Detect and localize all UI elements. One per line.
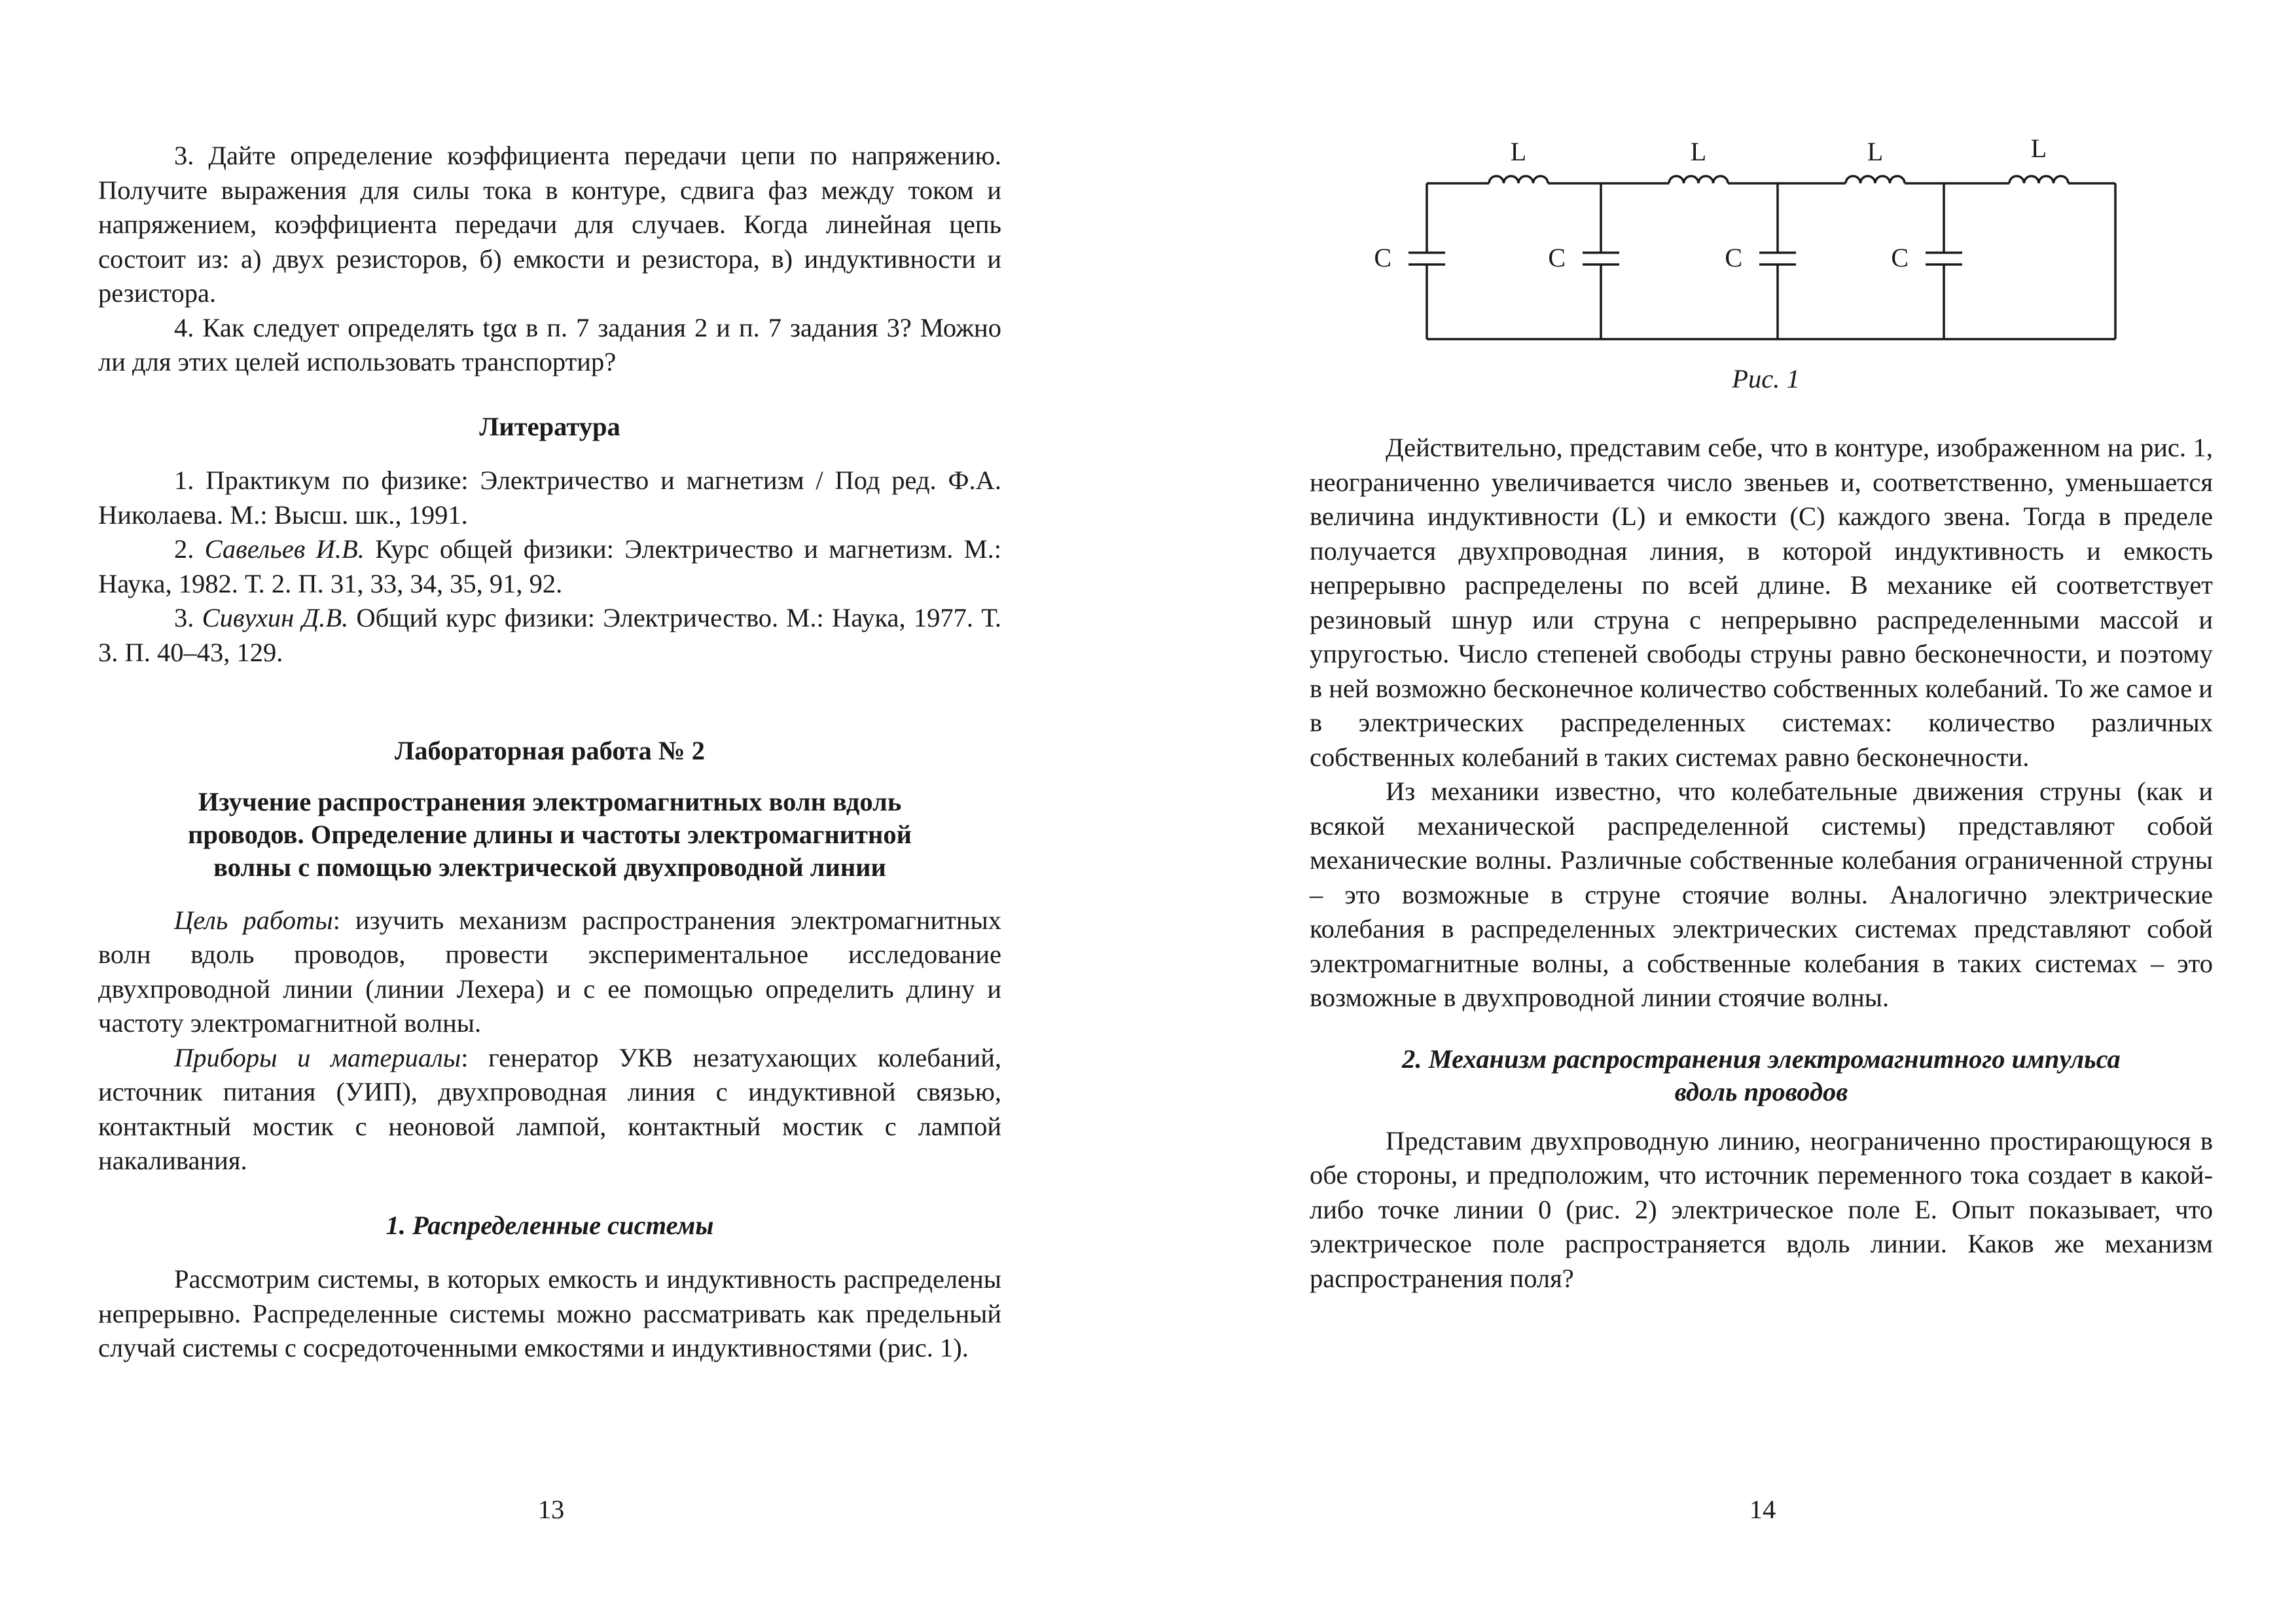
- section-2-title-line-1: 2. Механизм распространения электромагнитного импульса: [1402, 1044, 2121, 1074]
- devices-paragraph: [98, 1041, 1001, 1178]
- capacitor-label-4: C: [1891, 243, 1909, 272]
- literature-heading: Литература: [479, 411, 620, 441]
- paragraph-2: Из механики известно, что колебательные движения струны (как и всякой механической распределенной системы) представляют собой механические волны. Различные собственные колебания ограниченной струны – это возможные в струне стоячие волны. Аналогично электрические колебания в распределенных электрических системах представляют собой электромагнитные волны, а собственные колебания в таких системах – это возможные в двухпроводной линии стоячие волны.: [1310, 776, 2213, 1012]
- capacitor-label-2: C: [1548, 243, 1566, 272]
- inductor-3: [1846, 176, 1905, 183]
- capacitor-4: [1926, 183, 1962, 339]
- reference-1-text: 1. Практикум по физике: Электричество и магнетизм / Под ред. Ф.А. Николаева. М.: Высш. шк., 1991.: [98, 465, 1001, 530]
- inductor-label-1: L: [1510, 137, 1527, 166]
- question-3: 3. Дайте определение коэффициента передачи цепи по напряжению. Получите выражения для силы тока в контуре, сдвига фаз между током и напряжением, коэффициента передачи для случаев. Когда линейная цепь состоит из: а) двух резисторов, б) емкости и резистора, в) индуктивности и резистора.: [98, 141, 1001, 308]
- reference-1: [98, 464, 1001, 532]
- section-1-title: 1. Распределенные системы: [386, 1210, 714, 1240]
- reference-2-author: Савельев И.В.: [204, 534, 365, 564]
- inductor-label-3: L: [1867, 137, 1884, 166]
- capacitor-label-3: C: [1725, 243, 1742, 272]
- reference-3-author: Сивухин Д.В.: [202, 603, 349, 632]
- reference-3-number: 3.: [174, 603, 202, 632]
- reference-2-number: 2.: [174, 534, 205, 564]
- lc-ladder-circuit-diagram: [1374, 124, 2140, 354]
- inductor-label-4: L: [2030, 134, 2047, 163]
- reference-2: [98, 532, 1001, 601]
- devices-label: Приборы и материалы: [174, 1042, 461, 1072]
- paragraph-1: Действительно, представим себе, что в контуре, изображенном на рис. 1, неограниченно увеличивается число звеньев и, соответственно, уменьшается величина индуктивности (L) и емкости (C) каждого звена. Тогда в пределе получается двухпроводная линия, в которой индуктивность и емкость непрерывно распределены по всей длине. В механике ей соответствует резиновый шнур или струна с непрерывно распределенными массой и упругостью. Число степеней свободы струны равно бесконечности, и поэтому в ней возможно бесконечное количество собственных колебаний. То же самое и в электрических распределенных системах: количество различных собственных колебаний в таких системах равно бесконечности.: [1310, 433, 2213, 772]
- inductor-1: [1489, 176, 1548, 183]
- section-1-text: Рассмотрим системы, в которых емкость и индуктивность распределены непрерывно. Распределенные системы можно рассматривать как предельный случай системы с сосредоточенными емкостями и индуктивностями (рис. 1).: [98, 1264, 1001, 1362]
- devices-text: : генератор УКВ незатухающих колебаний, источник питания (УИП), двухпроводная линия с индуктивной связью, контактный мостик с неоновой лампой, контактный мостик с лампой накаливания.: [98, 1042, 1002, 1175]
- left-column: [98, 139, 1001, 1366]
- inductor-label-2: L: [1690, 137, 1707, 166]
- page-number-left: 13: [537, 1495, 565, 1524]
- capacitor-label-1: C: [1374, 243, 1391, 272]
- question-4: 4. Как следует определять tgα в п. 7 задания 2 и п. 7 задания 3? Можно ли для этих целей использовать транспортир?: [98, 312, 1001, 376]
- lab-subtitle: Изучение распространения электромагнитных волн вдоль проводов. Определение длины и частоты электромагнитной волны с помощью электрической двухпроводной линии: [188, 786, 912, 882]
- inductor-2: [1669, 176, 1728, 183]
- capacitor-3: [1759, 183, 1796, 339]
- section-2-title-line-2: вдоль проводов: [1674, 1076, 1848, 1106]
- goal-label: Цель работы: [174, 905, 333, 935]
- figure-caption: Рис. 1: [1732, 364, 1800, 393]
- reference-2-text: Курс общей физики: Электричество и магнетизм. М.: Наука, 1982. Т. 2. П. 31, 33, 34, 35, 91, 92.: [98, 534, 1001, 598]
- reference-3-text: Общий курс физики: Электричество. М.: Наука, 1977. Т. 3. П. 40–43, 129.: [98, 603, 1001, 667]
- goal-paragraph: [98, 903, 1001, 1041]
- page-number-right: 14: [1749, 1495, 1776, 1524]
- inductor-4: [2009, 176, 2068, 183]
- reference-3: [98, 601, 1001, 670]
- paragraph-3: Представим двухпроводную линию, неограниченно простирающуюся в обе стороны, и предположим, что источник переменного тока создает в какой-либо точке линии 0 (рис. 2) электрическое поле E. Опыт показывает, что электрическое поле распространяется вдоль линии. Каков же механизм распространения поля?: [1310, 1125, 2213, 1293]
- capacitor-2: [1583, 183, 1619, 339]
- capacitor-1: [1408, 183, 1445, 339]
- right-column: [1310, 431, 2213, 1296]
- lab-title: Лабораторная работа № 2: [395, 736, 705, 765]
- goal-text: : изучить механизм распространения электромагнитных волн вдоль проводов, провести экспериментальное исследование двухпроводной линии (линии Лехера) и с ее помощью определить длину и частоту электромагнитной волны.: [98, 905, 1001, 1038]
